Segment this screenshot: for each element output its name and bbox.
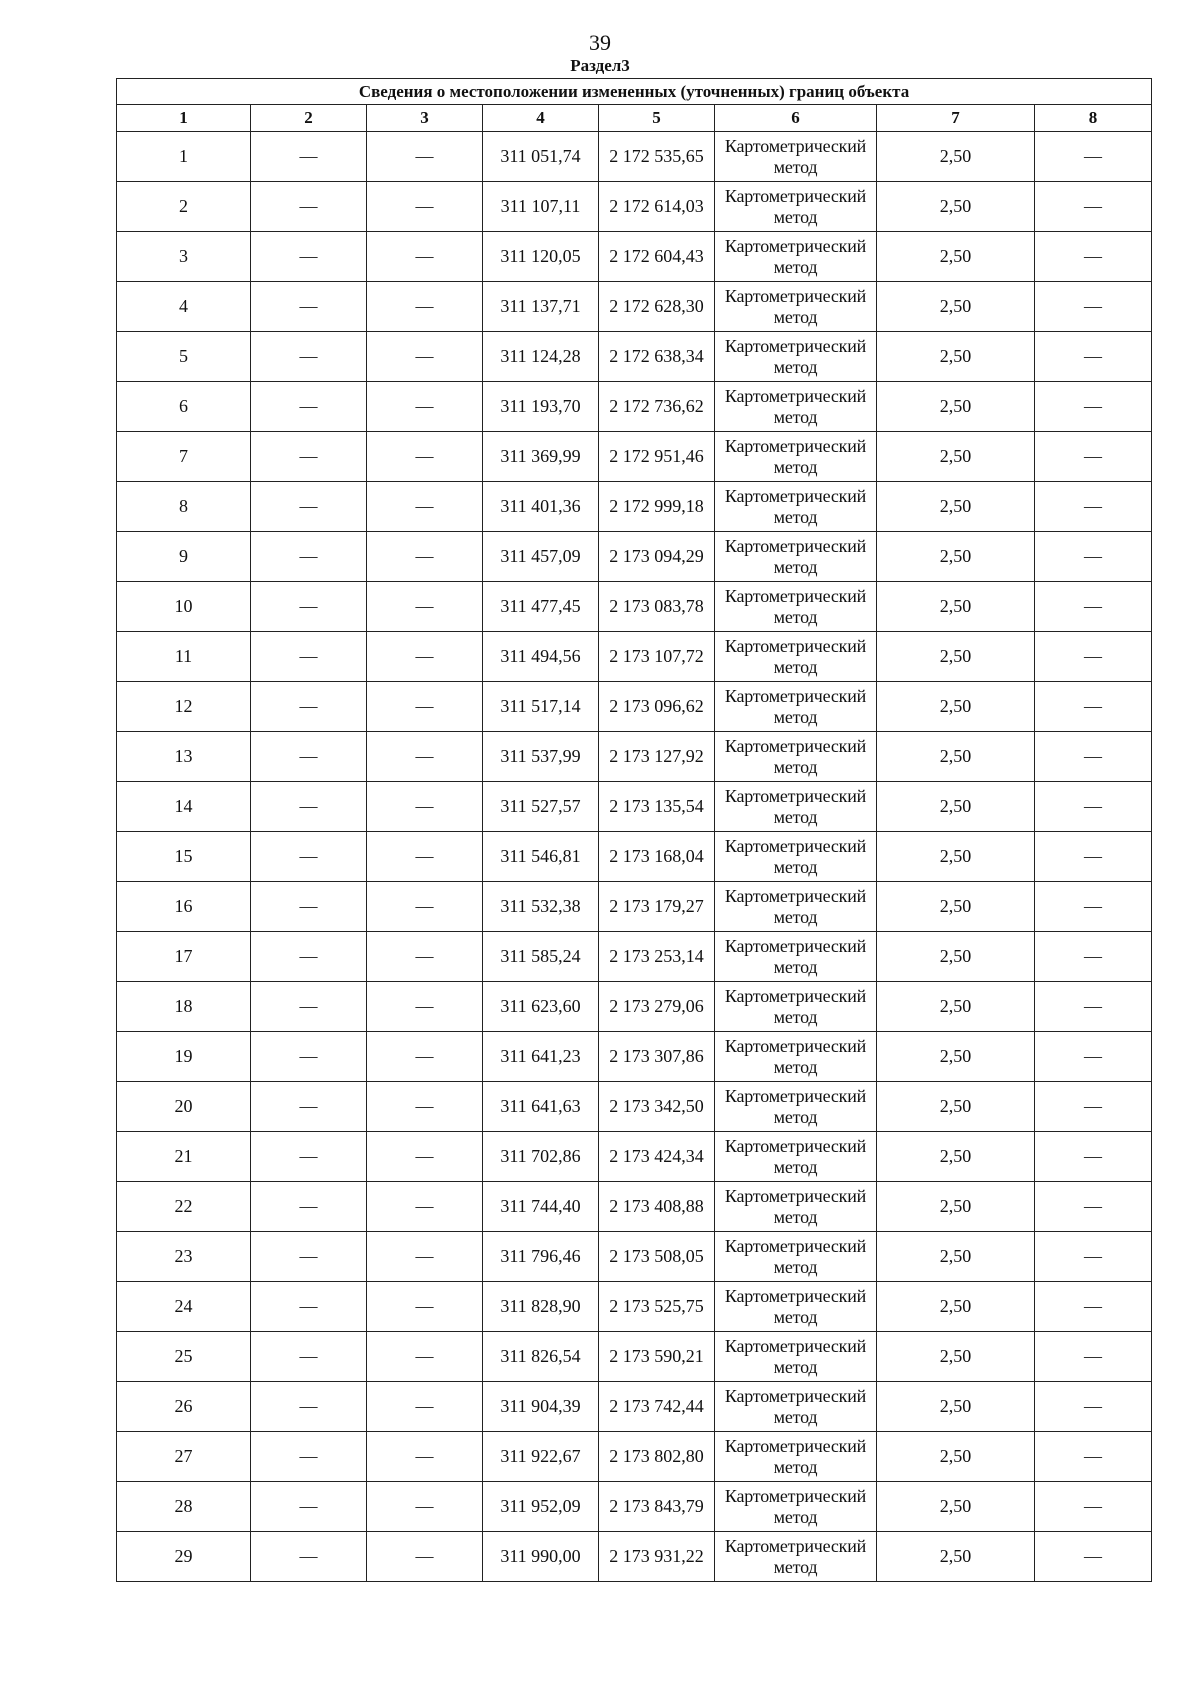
y-coordinate-cell: 2 173 525,75	[599, 1282, 715, 1332]
method-cell: Картометрический метод	[715, 1382, 877, 1432]
x-coordinate-cell: 311 826,54	[483, 1332, 599, 1382]
point-number-cell: 2	[117, 182, 251, 232]
col2-cell: —	[251, 232, 367, 282]
col8-cell: —	[1035, 382, 1152, 432]
col3-cell: —	[367, 132, 483, 182]
table-row	[117, 782, 1152, 832]
col8-cell: —	[1035, 232, 1152, 282]
col2-cell: —	[251, 1032, 367, 1082]
point-number-cell: 5	[117, 332, 251, 382]
accuracy-cell: 2,50	[877, 1132, 1035, 1182]
y-coordinate-cell: 2 173 135,54	[599, 782, 715, 832]
method-cell: Картометрический метод	[715, 332, 877, 382]
x-coordinate-cell: 311 457,09	[483, 532, 599, 582]
point-number-cell: 4	[117, 282, 251, 332]
point-number-cell: 19	[117, 1032, 251, 1082]
x-coordinate-cell: 311 828,90	[483, 1282, 599, 1332]
column-number: 5	[599, 105, 715, 132]
col2-cell: —	[251, 1232, 367, 1282]
point-number-cell: 18	[117, 982, 251, 1032]
x-coordinate-cell: 311 051,74	[483, 132, 599, 182]
method-cell: Картометрический метод	[715, 1082, 877, 1132]
col3-cell: —	[367, 1032, 483, 1082]
method-cell: Картометрический метод	[715, 482, 877, 532]
column-number: 4	[483, 105, 599, 132]
method-cell: Картометрический метод	[715, 732, 877, 782]
col8-cell: —	[1035, 1332, 1152, 1382]
accuracy-cell: 2,50	[877, 182, 1035, 232]
point-number-cell: 26	[117, 1382, 251, 1432]
coordinates-table	[116, 78, 1152, 1582]
y-coordinate-cell: 2 173 096,62	[599, 682, 715, 732]
table-row	[117, 382, 1152, 432]
accuracy-cell: 2,50	[877, 1382, 1035, 1432]
table-row	[117, 1532, 1152, 1582]
col8-cell: —	[1035, 882, 1152, 932]
table-row	[117, 532, 1152, 582]
col3-cell: —	[367, 582, 483, 632]
x-coordinate-cell: 311 401,36	[483, 482, 599, 532]
y-coordinate-cell: 2 173 253,14	[599, 932, 715, 982]
col8-cell: —	[1035, 582, 1152, 632]
accuracy-cell: 2,50	[877, 432, 1035, 482]
col3-cell: —	[367, 1432, 483, 1482]
column-number: 1	[117, 105, 251, 132]
method-cell: Картометрический метод	[715, 582, 877, 632]
accuracy-cell: 2,50	[877, 1432, 1035, 1482]
x-coordinate-cell: 311 369,99	[483, 432, 599, 482]
col8-cell: —	[1035, 782, 1152, 832]
x-coordinate-cell: 311 120,05	[483, 232, 599, 282]
col8-cell: —	[1035, 332, 1152, 382]
point-number-cell: 28	[117, 1482, 251, 1532]
col8-cell: —	[1035, 532, 1152, 582]
method-cell: Картометрический метод	[715, 682, 877, 732]
method-cell: Картометрический метод	[715, 432, 877, 482]
point-number-cell: 6	[117, 382, 251, 432]
col2-cell: —	[251, 282, 367, 332]
col8-cell: —	[1035, 1232, 1152, 1282]
col8-cell: —	[1035, 982, 1152, 1032]
table-row	[117, 1432, 1152, 1482]
col2-cell: —	[251, 132, 367, 182]
method-cell: Картометрический метод	[715, 1232, 877, 1282]
point-number-cell: 3	[117, 232, 251, 282]
y-coordinate-cell: 2 173 742,44	[599, 1382, 715, 1432]
table-row	[117, 732, 1152, 782]
col2-cell: —	[251, 782, 367, 832]
col8-cell: —	[1035, 1382, 1152, 1432]
table-row	[117, 682, 1152, 732]
x-coordinate-cell: 311 532,38	[483, 882, 599, 932]
col2-cell: —	[251, 432, 367, 482]
col3-cell: —	[367, 282, 483, 332]
col2-cell: —	[251, 482, 367, 532]
col8-cell: —	[1035, 1532, 1152, 1582]
point-number-cell: 16	[117, 882, 251, 932]
y-coordinate-cell: 2 172 638,34	[599, 332, 715, 382]
y-coordinate-cell: 2 173 127,92	[599, 732, 715, 782]
col3-cell: —	[367, 1182, 483, 1232]
point-number-cell: 8	[117, 482, 251, 532]
point-number-cell: 20	[117, 1082, 251, 1132]
col2-cell: —	[251, 1532, 367, 1582]
accuracy-cell: 2,50	[877, 1182, 1035, 1232]
point-number-cell: 15	[117, 832, 251, 882]
table-row	[117, 632, 1152, 682]
col2-cell: —	[251, 1082, 367, 1132]
col8-cell: —	[1035, 1432, 1152, 1482]
x-coordinate-cell: 311 952,09	[483, 1482, 599, 1532]
method-cell: Картометрический метод	[715, 932, 877, 982]
point-number-cell: 14	[117, 782, 251, 832]
point-number-cell: 24	[117, 1282, 251, 1332]
x-coordinate-cell: 311 623,60	[483, 982, 599, 1032]
accuracy-cell: 2,50	[877, 982, 1035, 1032]
method-cell: Картометрический метод	[715, 1532, 877, 1582]
y-coordinate-cell: 2 172 535,65	[599, 132, 715, 182]
table-row	[117, 1132, 1152, 1182]
x-coordinate-cell: 311 193,70	[483, 382, 599, 432]
col2-cell: —	[251, 932, 367, 982]
accuracy-cell: 2,50	[877, 732, 1035, 782]
y-coordinate-cell: 2 173 342,50	[599, 1082, 715, 1132]
x-coordinate-cell: 311 796,46	[483, 1232, 599, 1282]
table-row	[117, 982, 1152, 1032]
point-number-cell: 27	[117, 1432, 251, 1482]
y-coordinate-cell: 2 173 931,22	[599, 1532, 715, 1582]
x-coordinate-cell: 311 477,45	[483, 582, 599, 632]
column-number: 8	[1035, 105, 1152, 132]
col3-cell: —	[367, 1332, 483, 1382]
section-title: Раздел3	[570, 56, 630, 75]
col8-cell: —	[1035, 182, 1152, 232]
method-cell: Картометрический метод	[715, 532, 877, 582]
accuracy-cell: 2,50	[877, 682, 1035, 732]
method-cell: Картометрический метод	[715, 1282, 877, 1332]
table-row	[117, 132, 1152, 182]
col8-cell: —	[1035, 1082, 1152, 1132]
col3-cell: —	[367, 832, 483, 882]
col8-cell: —	[1035, 682, 1152, 732]
y-coordinate-cell: 2 173 094,29	[599, 532, 715, 582]
col2-cell: —	[251, 1332, 367, 1382]
accuracy-cell: 2,50	[877, 782, 1035, 832]
col2-cell: —	[251, 182, 367, 232]
x-coordinate-cell: 311 546,81	[483, 832, 599, 882]
x-coordinate-cell: 311 904,39	[483, 1382, 599, 1432]
col8-cell: —	[1035, 1482, 1152, 1532]
col3-cell: —	[367, 1232, 483, 1282]
x-coordinate-cell: 311 641,63	[483, 1082, 599, 1132]
accuracy-cell: 2,50	[877, 1332, 1035, 1382]
col3-cell: —	[367, 432, 483, 482]
column-number: 2	[251, 105, 367, 132]
table-row	[117, 282, 1152, 332]
accuracy-cell: 2,50	[877, 532, 1035, 582]
table-row	[117, 1382, 1152, 1432]
col8-cell: —	[1035, 1032, 1152, 1082]
x-coordinate-cell: 311 922,67	[483, 1432, 599, 1482]
accuracy-cell: 2,50	[877, 1482, 1035, 1532]
table-row	[117, 182, 1152, 232]
y-coordinate-cell: 2 173 802,80	[599, 1432, 715, 1482]
col8-cell: —	[1035, 432, 1152, 482]
point-number-cell: 11	[117, 632, 251, 682]
x-coordinate-cell: 311 124,28	[483, 332, 599, 382]
col8-cell: —	[1035, 632, 1152, 682]
col8-cell: —	[1035, 832, 1152, 882]
y-coordinate-cell: 2 173 590,21	[599, 1332, 715, 1382]
accuracy-cell: 2,50	[877, 282, 1035, 332]
table-row	[117, 1232, 1152, 1282]
col2-cell: —	[251, 832, 367, 882]
col3-cell: —	[367, 632, 483, 682]
col2-cell: —	[251, 532, 367, 582]
column-number: 7	[877, 105, 1035, 132]
table-row	[117, 432, 1152, 482]
accuracy-cell: 2,50	[877, 832, 1035, 882]
point-number-cell: 12	[117, 682, 251, 732]
accuracy-cell: 2,50	[877, 882, 1035, 932]
table-row	[117, 1082, 1152, 1132]
accuracy-cell: 2,50	[877, 1532, 1035, 1582]
method-cell: Картометрический метод	[715, 1432, 877, 1482]
col3-cell: —	[367, 1482, 483, 1532]
column-number: 3	[367, 105, 483, 132]
method-cell: Картометрический метод	[715, 132, 877, 182]
y-coordinate-cell: 2 173 408,88	[599, 1182, 715, 1232]
point-number-cell: 9	[117, 532, 251, 582]
method-cell: Картометрический метод	[715, 832, 877, 882]
point-number-cell: 25	[117, 1332, 251, 1382]
col3-cell: —	[367, 1532, 483, 1582]
accuracy-cell: 2,50	[877, 1232, 1035, 1282]
accuracy-cell: 2,50	[877, 1082, 1035, 1132]
col2-cell: —	[251, 1182, 367, 1232]
table-row	[117, 332, 1152, 382]
method-cell: Картометрический метод	[715, 1032, 877, 1082]
y-coordinate-cell: 2 173 279,06	[599, 982, 715, 1032]
column-number: 6	[715, 105, 877, 132]
column-number-row	[117, 105, 1152, 132]
y-coordinate-cell: 2 172 614,03	[599, 182, 715, 232]
col8-cell: —	[1035, 1132, 1152, 1182]
col3-cell: —	[367, 532, 483, 582]
table-row	[117, 1282, 1152, 1332]
table-body	[117, 132, 1152, 1582]
col3-cell: —	[367, 932, 483, 982]
method-cell: Картометрический метод	[715, 982, 877, 1032]
y-coordinate-cell: 2 173 307,86	[599, 1032, 715, 1082]
col2-cell: —	[251, 332, 367, 382]
col3-cell: —	[367, 1282, 483, 1332]
y-coordinate-cell: 2 173 168,04	[599, 832, 715, 882]
y-coordinate-cell: 2 173 424,34	[599, 1132, 715, 1182]
table-caption: Сведения о местоположении измененных (уточненных) границ объекта	[117, 79, 1152, 105]
col8-cell: —	[1035, 1282, 1152, 1332]
y-coordinate-cell: 2 173 843,79	[599, 1482, 715, 1532]
col2-cell: —	[251, 1282, 367, 1332]
col8-cell: —	[1035, 1182, 1152, 1232]
accuracy-cell: 2,50	[877, 482, 1035, 532]
col3-cell: —	[367, 982, 483, 1032]
method-cell: Картометрический метод	[715, 882, 877, 932]
accuracy-cell: 2,50	[877, 932, 1035, 982]
table-row	[117, 1182, 1152, 1232]
col2-cell: —	[251, 882, 367, 932]
y-coordinate-cell: 2 173 508,05	[599, 1232, 715, 1282]
x-coordinate-cell: 311 641,23	[483, 1032, 599, 1082]
table-row	[117, 1332, 1152, 1382]
accuracy-cell: 2,50	[877, 632, 1035, 682]
method-cell: Картометрический метод	[715, 1482, 877, 1532]
table-row	[117, 832, 1152, 882]
method-cell: Картометрический метод	[715, 1332, 877, 1382]
accuracy-cell: 2,50	[877, 332, 1035, 382]
x-coordinate-cell: 311 527,57	[483, 782, 599, 832]
col8-cell: —	[1035, 132, 1152, 182]
method-cell: Картометрический метод	[715, 782, 877, 832]
col2-cell: —	[251, 1132, 367, 1182]
method-cell: Картометрический метод	[715, 232, 877, 282]
point-number-cell: 23	[117, 1232, 251, 1282]
table-row	[117, 932, 1152, 982]
table-row	[117, 582, 1152, 632]
point-number-cell: 13	[117, 732, 251, 782]
col3-cell: —	[367, 782, 483, 832]
col3-cell: —	[367, 182, 483, 232]
x-coordinate-cell: 311 107,11	[483, 182, 599, 232]
col2-cell: —	[251, 982, 367, 1032]
col8-cell: —	[1035, 282, 1152, 332]
table-row	[117, 482, 1152, 532]
method-cell: Картометрический метод	[715, 1182, 877, 1232]
method-cell: Картометрический метод	[715, 282, 877, 332]
x-coordinate-cell: 311 137,71	[483, 282, 599, 332]
accuracy-cell: 2,50	[877, 132, 1035, 182]
method-cell: Картометрический метод	[715, 182, 877, 232]
table-row	[117, 1032, 1152, 1082]
x-coordinate-cell: 311 702,86	[483, 1132, 599, 1182]
table-row	[117, 232, 1152, 282]
table-row	[117, 882, 1152, 932]
col3-cell: —	[367, 1082, 483, 1132]
point-number-cell: 1	[117, 132, 251, 182]
y-coordinate-cell: 2 172 628,30	[599, 282, 715, 332]
x-coordinate-cell: 311 744,40	[483, 1182, 599, 1232]
col8-cell: —	[1035, 732, 1152, 782]
col8-cell: —	[1035, 482, 1152, 532]
accuracy-cell: 2,50	[877, 582, 1035, 632]
col2-cell: —	[251, 1482, 367, 1532]
accuracy-cell: 2,50	[877, 1282, 1035, 1332]
accuracy-cell: 2,50	[877, 1032, 1035, 1082]
method-cell: Картометрический метод	[715, 632, 877, 682]
point-number-cell: 17	[117, 932, 251, 982]
table-caption-row	[117, 79, 1152, 105]
y-coordinate-cell: 2 173 179,27	[599, 882, 715, 932]
col8-cell: —	[1035, 932, 1152, 982]
point-number-cell: 7	[117, 432, 251, 482]
y-coordinate-cell: 2 172 736,62	[599, 382, 715, 432]
col3-cell: —	[367, 382, 483, 432]
x-coordinate-cell: 311 585,24	[483, 932, 599, 982]
col2-cell: —	[251, 1382, 367, 1432]
col3-cell: —	[367, 1382, 483, 1432]
page-number: 39	[589, 30, 611, 55]
col3-cell: —	[367, 732, 483, 782]
col2-cell: —	[251, 632, 367, 682]
y-coordinate-cell: 2 172 999,18	[599, 482, 715, 532]
col3-cell: —	[367, 332, 483, 382]
col3-cell: —	[367, 482, 483, 532]
col2-cell: —	[251, 382, 367, 432]
col2-cell: —	[251, 582, 367, 632]
x-coordinate-cell: 311 494,56	[483, 632, 599, 682]
accuracy-cell: 2,50	[877, 232, 1035, 282]
col3-cell: —	[367, 1132, 483, 1182]
y-coordinate-cell: 2 173 107,72	[599, 632, 715, 682]
point-number-cell: 22	[117, 1182, 251, 1232]
point-number-cell: 10	[117, 582, 251, 632]
point-number-cell: 29	[117, 1532, 251, 1582]
x-coordinate-cell: 311 990,00	[483, 1532, 599, 1582]
method-cell: Картометрический метод	[715, 382, 877, 432]
method-cell: Картометрический метод	[715, 1132, 877, 1182]
col2-cell: —	[251, 1432, 367, 1482]
col3-cell: —	[367, 232, 483, 282]
x-coordinate-cell: 311 537,99	[483, 732, 599, 782]
col3-cell: —	[367, 882, 483, 932]
point-number-cell: 21	[117, 1132, 251, 1182]
x-coordinate-cell: 311 517,14	[483, 682, 599, 732]
col2-cell: —	[251, 682, 367, 732]
col2-cell: —	[251, 732, 367, 782]
y-coordinate-cell: 2 173 083,78	[599, 582, 715, 632]
y-coordinate-cell: 2 172 604,43	[599, 232, 715, 282]
y-coordinate-cell: 2 172 951,46	[599, 432, 715, 482]
table-row	[117, 1482, 1152, 1532]
accuracy-cell: 2,50	[877, 382, 1035, 432]
col3-cell: —	[367, 682, 483, 732]
